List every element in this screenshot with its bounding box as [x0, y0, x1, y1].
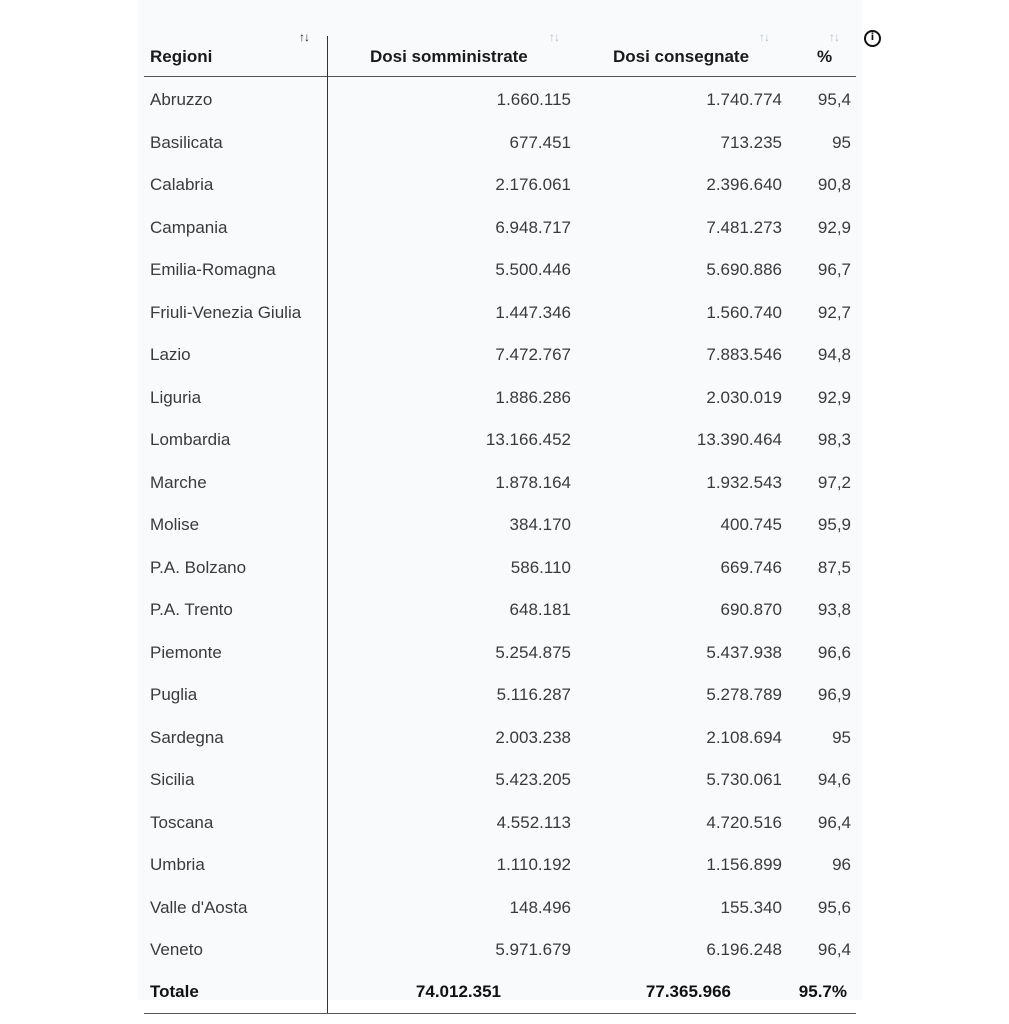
cell-percent: 96,9: [817, 685, 851, 704]
cell-percent: 96,7: [817, 260, 851, 279]
table-body: [0, 79, 1009, 972]
table-row: [0, 632, 1009, 675]
cell-region: Friuli-Venezia Giulia: [150, 302, 302, 322]
table-row: [0, 79, 1009, 122]
cell-dosi-consegnate: 2.030.019: [706, 387, 782, 407]
cell-dosi-somministrate: 1.878.164: [495, 472, 571, 492]
table-row: [0, 419, 1009, 462]
table-row: [0, 377, 1009, 420]
cell-percent: 94,6: [817, 770, 851, 789]
cell-region: Lazio: [150, 345, 191, 364]
cell-region: Puglia: [150, 685, 198, 704]
cell-region: Sicilia: [150, 770, 195, 789]
cell-dosi-consegnate: 5.730.061: [706, 770, 782, 789]
cell-percent: 87,5: [817, 557, 851, 577]
cell-dosi-consegnate: 713.235: [720, 132, 782, 152]
cell-region: Umbria: [150, 855, 205, 874]
table-row: [0, 929, 1009, 972]
table-row: [0, 547, 1009, 590]
cell-dosi-somministrate: 1.886.286: [495, 387, 571, 407]
cell-dosi-consegnate: 2.396.640: [706, 175, 782, 194]
cell-dosi-somministrate: 648.181: [509, 600, 571, 619]
cell-region: Veneto: [150, 940, 203, 959]
cell-dosi-consegnate: 7.481.273: [706, 217, 782, 237]
cell-dosi-somministrate: 5.116.287: [496, 685, 571, 704]
cell-dosi-somministrate: 1.660.115: [496, 90, 571, 109]
total-dosi-consegnate: 77.365.966: [645, 982, 731, 1001]
cell-dosi-consegnate: 6.196.248: [706, 940, 782, 959]
cell-region: Molise: [150, 515, 200, 534]
total-dosi-somministrate: 74.012.351: [415, 982, 501, 1001]
cell-dosi-consegnate: 13.390.464: [696, 430, 782, 449]
cell-region: Marche: [150, 472, 207, 492]
cell-percent: 98,3: [817, 430, 851, 449]
cell-dosi-consegnate: 669.746: [720, 557, 782, 577]
cell-percent: 95,4: [817, 90, 851, 109]
cell-dosi-somministrate: 13.166.452: [485, 430, 571, 449]
cell-dosi-somministrate: 1.447.346: [495, 302, 571, 322]
cell-region: Valle d'Aosta: [150, 897, 248, 917]
cell-region: Calabria: [150, 175, 214, 194]
cell-dosi-consegnate: 1.156.899: [706, 855, 782, 874]
total-label: Totale: [150, 982, 199, 1001]
sort-arrows-icon[interactable]: ↑↓: [299, 30, 309, 44]
cell-percent: 96,4: [817, 812, 851, 832]
cell-dosi-consegnate: 400.745: [720, 515, 782, 534]
table-row: [0, 589, 1009, 632]
column-header-dosi-somministrate[interactable]: Dosi somministrate: [370, 47, 528, 66]
column-header-regioni[interactable]: Regioni: [150, 47, 213, 66]
cell-dosi-somministrate: 5.500.446: [495, 260, 571, 279]
cell-region: P.A. Bolzano: [150, 557, 247, 577]
cell-dosi-somministrate: 677.451: [509, 132, 571, 152]
table-row: [0, 207, 1009, 250]
cell-percent: 96,4: [817, 940, 851, 959]
table-row: [0, 164, 1009, 207]
cell-dosi-consegnate: 2.108.694: [706, 727, 782, 747]
cell-percent: 95,6: [817, 897, 851, 917]
cell-dosi-consegnate: 690.870: [720, 600, 782, 619]
sort-arrows-icon[interactable]: ↑↓: [759, 30, 769, 44]
cell-dosi-somministrate: 6.948.717: [495, 217, 571, 237]
cell-dosi-somministrate: 5.971.679: [495, 940, 571, 959]
table-row: [0, 334, 1009, 377]
cell-dosi-somministrate: 148.496: [509, 897, 571, 917]
cell-dosi-consegnate: 5.690.886: [706, 260, 782, 279]
cell-region: Emilia-Romagna: [150, 260, 276, 279]
cell-percent: 93,8: [817, 600, 851, 619]
cell-percent: 92,7: [817, 302, 851, 322]
cell-percent: 92,9: [817, 387, 851, 407]
cell-dosi-somministrate: 1.110.192: [496, 855, 571, 874]
table-row: [0, 292, 1009, 335]
cell-percent: 97,2: [817, 472, 851, 492]
cell-region: Basilicata: [150, 132, 223, 152]
cell-dosi-somministrate: 5.254.875: [495, 642, 571, 662]
table-row: [0, 844, 1009, 887]
cell-dosi-somministrate: 586.110: [510, 557, 571, 577]
cell-region: Sardegna: [150, 727, 224, 747]
sort-arrows-icon[interactable]: ↑↓: [549, 30, 559, 44]
cell-percent: 95: [832, 132, 851, 152]
cell-dosi-somministrate: 4.552.113: [496, 812, 571, 832]
cell-dosi-somministrate: 384.170: [509, 515, 571, 534]
cell-dosi-consegnate: 5.278.789: [706, 685, 782, 704]
cell-percent: 95,9: [817, 515, 851, 534]
column-header-percent[interactable]: %: [817, 47, 833, 66]
table-row: [0, 759, 1009, 802]
cell-percent: 95: [832, 727, 851, 747]
info-icon[interactable]: i: [864, 30, 881, 47]
cell-region: Abruzzo: [150, 90, 213, 109]
cell-percent: 92,9: [817, 217, 851, 237]
column-header-dosi-consegnate[interactable]: Dosi consegnate: [613, 47, 750, 66]
cell-percent: 90,8: [817, 175, 851, 194]
cell-region: Toscana: [150, 812, 214, 832]
header-divider: [144, 76, 856, 77]
cell-region: Lombardia: [150, 430, 231, 449]
table-row: [0, 122, 1009, 165]
cell-dosi-consegnate: 1.740.774: [706, 90, 782, 109]
cell-percent: 96,6: [817, 642, 851, 662]
cell-region: Campania: [150, 217, 228, 237]
cell-region: Piemonte: [150, 642, 222, 662]
cell-dosi-somministrate: 5.423.205: [495, 770, 571, 789]
cell-dosi-consegnate: 155.340: [720, 897, 782, 917]
total-row: [0, 982, 1009, 1006]
cell-dosi-consegnate: 5.437.938: [706, 642, 782, 662]
cell-percent: 94,8: [817, 345, 851, 364]
cell-percent: 96: [832, 855, 851, 874]
total-percent: 95.7%: [798, 982, 847, 1001]
cell-dosi-somministrate: 2.003.238: [495, 727, 571, 747]
cell-dosi-consegnate: 7.883.546: [706, 345, 782, 364]
table-bottom-border: [144, 1013, 856, 1014]
table-row: [0, 674, 1009, 717]
table-row: [0, 717, 1009, 760]
table-row: [0, 249, 1009, 292]
table-row: [0, 802, 1009, 845]
cell-dosi-somministrate: 2.176.061: [495, 175, 571, 194]
cell-dosi-somministrate: 7.472.767: [495, 345, 571, 364]
cell-dosi-consegnate: 1.560.740: [706, 302, 782, 322]
table-row: [0, 462, 1009, 505]
table-row: [0, 887, 1009, 930]
sort-arrows-icon[interactable]: ↑↓: [829, 30, 839, 44]
table-row: [0, 504, 1009, 547]
cell-dosi-consegnate: 1.932.543: [706, 472, 782, 492]
cell-region: Liguria: [150, 387, 202, 407]
cell-region: P.A. Trento: [150, 600, 233, 619]
cell-dosi-consegnate: 4.720.516: [706, 812, 782, 832]
